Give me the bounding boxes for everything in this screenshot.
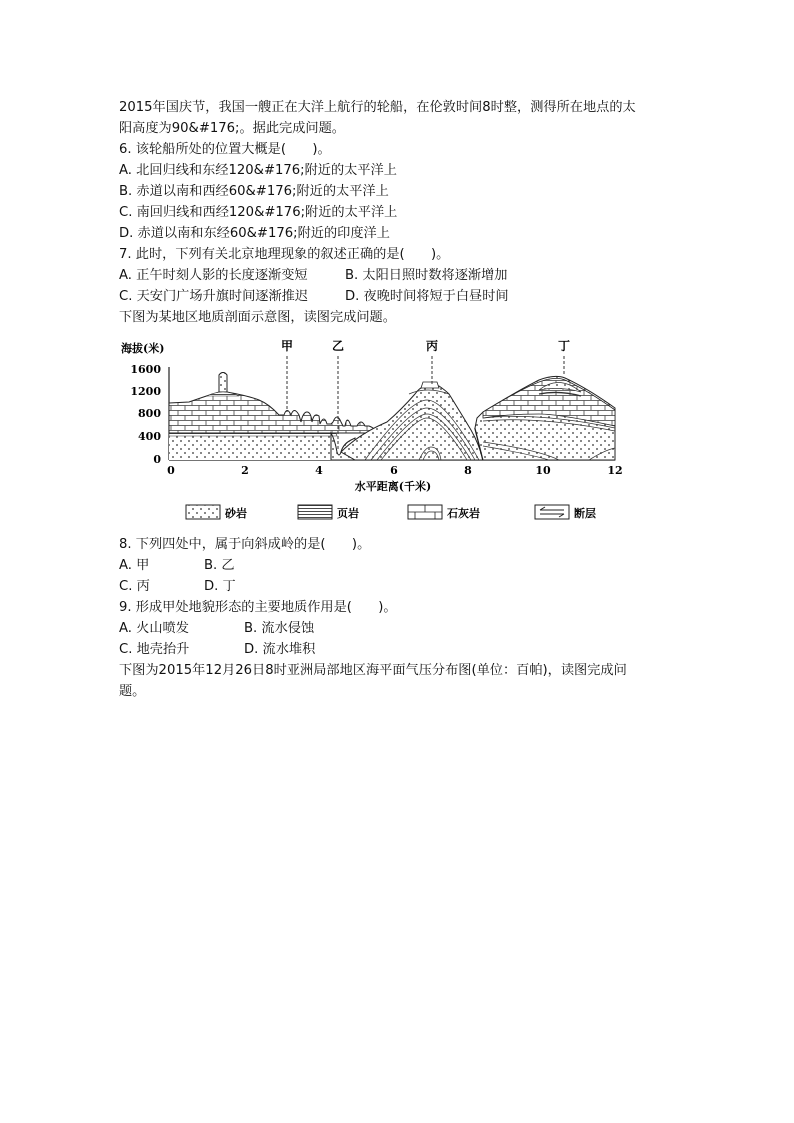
x-tick-0: 0 [167, 464, 175, 477]
pressure-map-intro-line-2: 题。 [119, 684, 146, 699]
y-tick-1200: 1200 [130, 385, 161, 398]
question-8-option-d: D. 丁 [204, 579, 236, 594]
question-6-stem: 6. 该轮船所处的位置大概是( )。 [119, 142, 331, 157]
marker-jia: 甲 [280, 339, 294, 353]
question-7-stem: 7. 此时，下列有关北京地理现象的叙述正确的是( )。 [119, 247, 450, 262]
question-9-option-d: D. 流水堆积 [244, 642, 316, 657]
legend-limestone-swatch [408, 505, 442, 519]
legend-shale-swatch [298, 505, 332, 519]
y-axis-label: 海拔(米) [121, 342, 165, 355]
pressure-map-intro-line-1: 下图为2015年12月26日8时亚洲局部地区海平面气压分布图(单位：百帕)，读图完成问 [119, 663, 627, 678]
x-tick-10: 10 [535, 464, 551, 477]
question-9-stem: 9. 形成甲处地貌形态的主要地质作用是( )。 [119, 600, 397, 615]
question-7-option-a: A. 正午时刻人影的长度逐渐变短 [119, 268, 308, 283]
y-tick-0: 0 [153, 453, 161, 466]
geologic-cross-section-figure [119, 330, 625, 528]
legend-shale-label: 页岩 [337, 507, 359, 520]
x-tick-12: 12 [607, 464, 623, 477]
question-9-option-b: B. 流水侵蚀 [244, 621, 315, 636]
marker-bing: 丙 [425, 339, 439, 353]
legend-fault-label: 断层 [574, 507, 596, 520]
x-axis-label: 水平距离(千米) [354, 480, 432, 493]
y-tick-400: 400 [138, 430, 161, 443]
question-7-option-b: B. 太阳日照时数将逐渐增加 [345, 268, 508, 283]
question-8-option-b: B. 乙 [204, 558, 235, 573]
question-9-option-c: C. 地壳抬升 [119, 642, 190, 657]
question-7-option-c: C. 天安门广场升旗时间逐渐推迟 [119, 289, 309, 304]
legend [186, 505, 596, 520]
marker-yi: 乙 [331, 339, 345, 353]
question-7-option-d: D. 夜晚时间将短于白昼时间 [345, 289, 509, 304]
question-9-option-a: A. 火山喷发 [119, 621, 189, 636]
intro-text-line-2: 阳高度为90&#176;。据此完成问题。 [119, 121, 345, 136]
question-6-option-c: C. 南回归线和西经120&#176;附近的太平洋上 [119, 205, 398, 220]
x-tick-6: 6 [390, 464, 398, 477]
question-8-stem: 8. 下列四处中，属于向斜成岭的是( )。 [119, 537, 371, 552]
intro-text-line-1: 2015年国庆节，我国一艘正在大洋上航行的轮船，在伦敦时间8时整，测得所在地点的太 [119, 100, 636, 115]
marker-ding: 丁 [557, 339, 571, 353]
y-tick-1600: 1600 [130, 363, 161, 376]
figure-intro-text: 下图为某地区地质剖面示意图，读图完成问题。 [119, 310, 396, 325]
x-tick-2: 2 [241, 464, 249, 477]
question-6-option-d: D. 赤道以南和东经60&#176;附近的印度洋上 [119, 226, 390, 241]
question-6-option-a: A. 北回归线和东经120&#176;附近的太平洋上 [119, 163, 397, 178]
x-tick-8: 8 [464, 464, 472, 477]
legend-sandstone-label: 砂岩 [225, 507, 247, 520]
question-8-option-a: A. 甲 [119, 558, 150, 573]
legend-sandstone-swatch [186, 505, 220, 519]
legend-limestone-label: 石灰岩 [447, 507, 480, 520]
legend-fault-swatch [535, 505, 569, 519]
question-8-option-c: C. 丙 [119, 579, 150, 594]
question-6-option-b: B. 赤道以南和西经60&#176;附近的太平洋上 [119, 184, 389, 199]
y-tick-800: 800 [138, 407, 161, 420]
x-tick-4: 4 [315, 464, 323, 477]
